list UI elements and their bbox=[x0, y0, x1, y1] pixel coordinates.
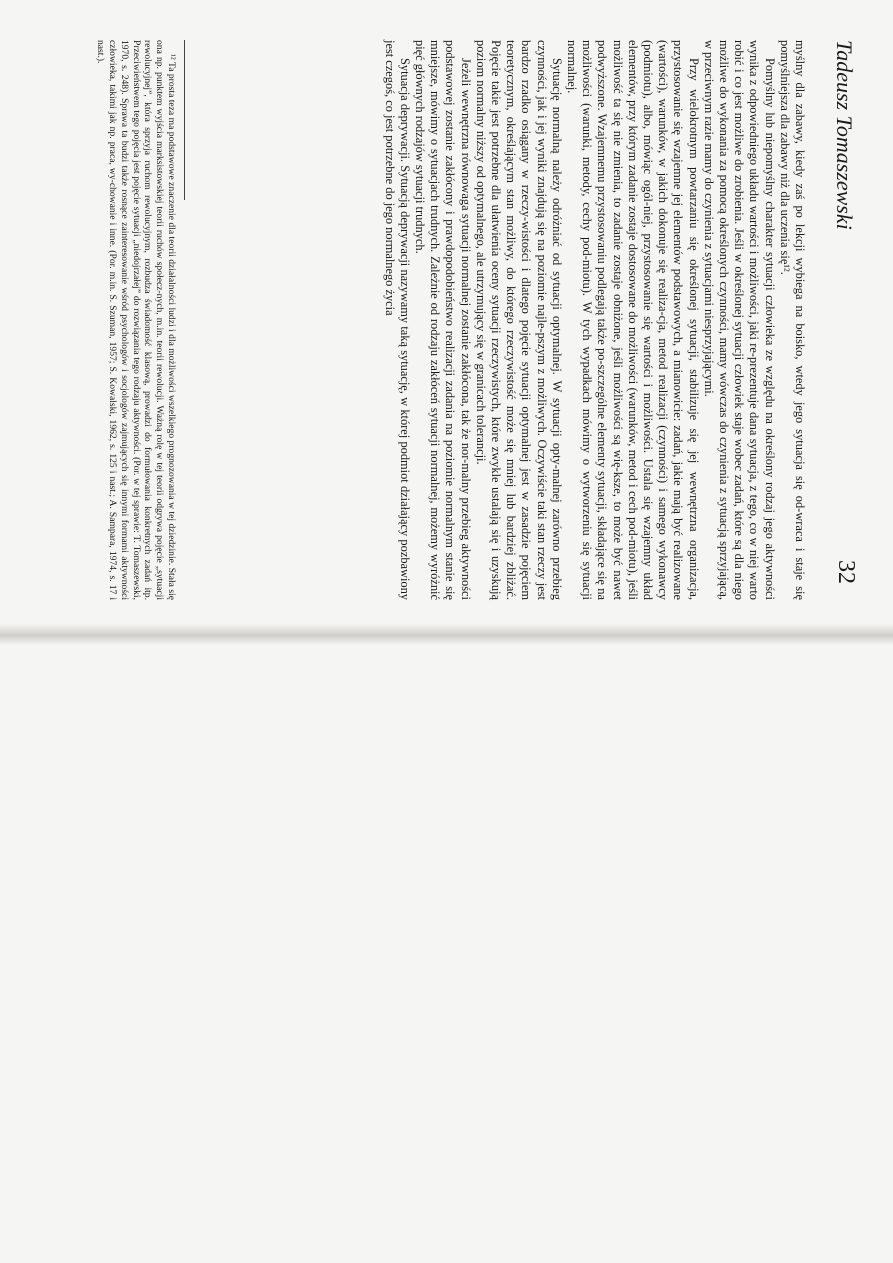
paragraph: Pomyślny lub niepomyślny charakter sytuacji człowieka ze względu na określony rodzaj jego aktywności wynika z odpowiedniego układu wartości i możliwości, jaki re-prezentuje dana sytuacja, z tego, co w niej warto robić i co jest możliwe do zrobienia. Jeśli w określonej sytuacji człowiek staje wobec zadań, które są dla niego możliwe do wykonania za pomocą określonych czynności, mamy wówczas do czynienia z sytuacją sprzyjającą, w przeciwnym razie mamy do czynienia z sytuacjami niesprzyjającymi. bbox=[701, 40, 777, 600]
paragraph: Sytuację normalną należy odróżniać od sytuacji optymalnej. W sytuacji opty-malnej zarówno przebieg czynności, jak i jej wyniki znajdują się na poziomie najle-pszym z możliwych. Oczywiście taki stan rzeczy jest bardzo rzadko osiągany w rzeczy-wistości i dlatego pojęcie sytuacji optymalnej jest w zasadzie pojęciem teoretycznym, określającym stan możliwy, do którego rzeczywistość może się mniej lub bardziej zbliżać. Pojęcie takie jest potrzebne dla ułatwienia oceny sytuacji rzeczywistych, które zwykle ustalają się i uzyskują poziom normalny niższy od optymalnego, ale utrzymujący się w granicach tolerancji. bbox=[473, 40, 564, 600]
paragraph: Sytuacja deprywacji. Sytuacją deprywacji nazywamy taką sytuację, w której podmiot działający pozbawiony jest czegoś, co jest potrzebne do jego normalnego życia bbox=[382, 40, 412, 600]
page-33 bbox=[0, 0, 893, 623]
footnote: ¹² Ta prosta teza ma podstawowe znaczenie dla teorii działalności ludzi i dla możliwości wszelkiego prognozowania w tej dziedzinie. Stała się ona np. punktem wyjścia marksistowskiej teorii ruchów społecz-nych, m.in. teorii rewolucji. Ważną rolę w tej teorii odgrywa pojęcie „sytuacji rewolucyjnej”, która sprzyja ruchom rewolucyjnym, rozbudza świadomość klasową, prowadzi do formułowania konkretnych zadań itp. Przeciwieństwem tego pojęcia jest pojęcie sytuacji „niedojrzałej” do rozwiązania tego rodzaju aktywności. (Por. w tej sprawie: T. Tomaszewski, 1970, s. 248). Sprawa ta budzi także rosnące zainteresowanie wśród psychologów i socjologów zajmujących się innymi formami aktywności człowieka, takimi jak np. praca, wy-chowanie i inne. (Por. m.in. S. Szuman, 1957; S. Kowalski, 1962, s. 125 i nast.; A. Sampara, 1974, s. 17 i nast.). bbox=[95, 40, 177, 600]
paragraph: Jeżeli wewnętrzna równowaga sytuacji normalnej zostanie zakłócona, tak że nor-malny przebieg aktywności podstawowej zostanie zakłócony i prawdopodobieństwo realizacji zadania na poziomie normalnym stanie się mniejsze, mówimy o sytuacjach trudnych. Zależnie od rodzaju zakłóceń sytuacji normalnej, możemy wyróżnić pięć głównych rodzajów sytuacji trudnych. bbox=[412, 40, 473, 600]
paragraph: myślny dla zabawy, kiedy zaś po lekcji wybiega na boisko, wtedy jego sytuacja się od-wraca i staje się pomyślniejsza dla zabawy niż dla uczenia się¹². bbox=[777, 40, 807, 600]
paragraph: Przy wielokrotnym powtarzaniu się określonej sytuacji, stabilizuje się jej wewnętrzna organizacja, przystosowanie się wzajemne jej elementów podstawowych, a mianowicie: zadań, jakie mają być realizowane (wartości), warunków, w jakich dokonuje się realiza-cja, metod realizacji (czynności) i samego wykonawcy (podmiotu), albo, mówiąc ogól-niej, przystosowanie się wartości i możliwości. Ustala się wzajemny układ elementów, przy którym zadanie zostaje dostosowane do możliwości (warunków, metod i cech pod-miotu), jeśli możliwość ta się nie zmienia, to zadanie zostaje obniżone, jeśli możliwości są wię-ksze, to może być nawet podwyższone. Wzajemnemu przystosowaniu podlegają także po-szczególne elementy sytuacji, składające się na możliwości (warunki, metody, cechy pod-miotu). W tych wypadkach mówimy o wytworzeniu się sytuacji normalnej. bbox=[564, 40, 701, 600]
spine-fold bbox=[0, 623, 893, 645]
page-number-left: 32 bbox=[833, 560, 859, 584]
running-head-left: Tadeusz Tomaszewski bbox=[832, 40, 857, 230]
